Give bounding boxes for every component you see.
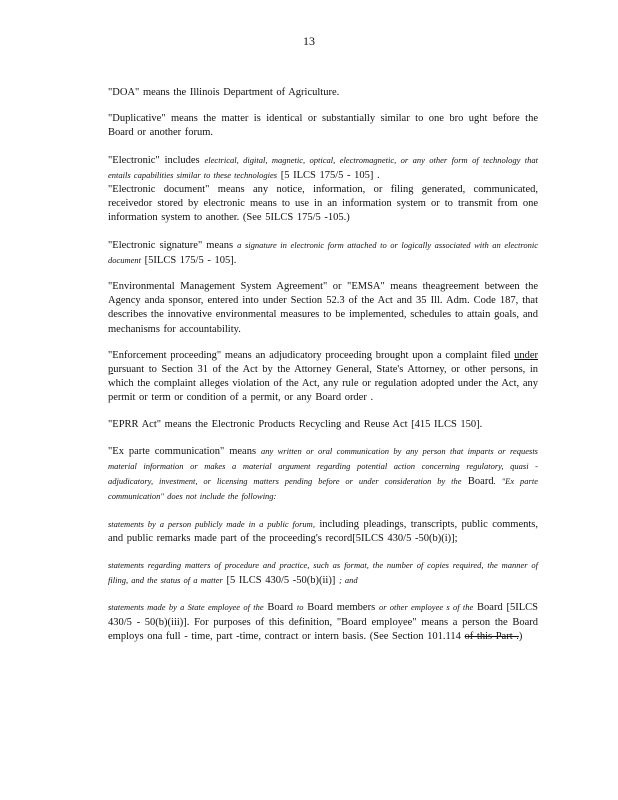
exclusion-employee-board2: Board members [303, 602, 379, 614]
exclusion-employee-tail: Board [5ILCS 430/5 - 50(b)(iii)]. For purposes of this definition, "Board employee" means a person the Board employs ona full - time, part -time, contract or intern basis. (See Section 101.114 [108, 602, 538, 642]
exclusion-procedure-statutory2: ; and [338, 575, 358, 586]
definition-emsa: "Environmental Management System Agreement" or "EMSA" means theagreement between the Agency anda sponsor, entered into under Section 52.3 of the Act and 35 Ill. Adm. Code 187, that describes the innovative environmental measures to be implemented, schedules to attain goals, and mechanisms for accountability. [108, 281, 538, 335]
definition-electronic-signature-lead: "Electronic signature" means [108, 239, 238, 251]
definition-electronic-citation: [5 ILCS 175/5 - 105] . [277, 169, 380, 181]
exclusion-employee-statutory-c: or other employee s of the [378, 602, 474, 613]
definition-ex-parte-board: Board [461, 476, 494, 488]
definition-electronic-statutory: electrical, digital, magnetic, optical, electromagnetic, or any other form of technology that entails capabilities similar to these technologies [108, 154, 538, 180]
definition-ex-parte [108, 444, 538, 505]
exclusion-employee-board1: Board [263, 602, 297, 614]
exclusion-procedure-statements [108, 558, 538, 588]
definition-electronic-document: "Electronic document" means any notice, information, or filing generated, communicated, receivedor stored by electronic means to use in an information system or to transmit from one information system to another. (See 5ILCS 175/5 -105.) [108, 184, 538, 224]
definition-electronic [108, 153, 538, 183]
definition-electronic-lead: "Electronic" includes [108, 154, 205, 166]
definition-electronic-signature [108, 238, 538, 268]
definition-ex-parte-lead: "Ex parte communication" means [108, 445, 261, 457]
definition-enforcement-underlined: under p [108, 349, 538, 376]
definition-ex-parte-statutory2: . "Ex parte communication" does not include the following: [108, 476, 538, 502]
definition-eprr-act: "EPRR Act" means the Electronic Products Recycling and Reuse Act [415 ILCS 150]. [108, 418, 483, 430]
page-number: 13 [303, 34, 315, 48]
exclusion-procedure-statutory: statements regarding matters of procedure and practice, such as format, the number of copies required, the manner of filing, and the status of a matter [108, 560, 538, 586]
definition-enforcement-part2: ursuant to Section 31 of the Act by the Attorney General, State's Attorney, or other persons, in which the complaint alleges violation of the Act, any rule or regulation adopted under the Act, any permit or term or condition of a permit, or any Board order . [108, 364, 538, 404]
definitions-list [108, 86, 538, 656]
exclusion-public-statutory: statements by a person publicly made in a public forum, [108, 518, 315, 529]
exclusion-procedure-citation: [5 ILCS 430/5 -50(b)(ii)] [222, 575, 339, 587]
definition-ex-parte-statutory: any written or oral communication by any person that imparts or requests material information or makes a material argument regarding potential action concerning regulatory, quasi -adjudicatory, investment, or licensing matters pending before or under consideration by the [108, 445, 538, 487]
exclusion-employee-statutory: statements made by a State employee of the [108, 602, 264, 613]
definition-electronic-signature-statutory: a signature in electronic form attached to or logically associated with an electronic document [108, 239, 538, 265]
exclusion-employee-statutory-b: to [296, 602, 304, 613]
exclusion-state-employee-statements [108, 600, 538, 644]
definition-enforcement-proceeding [108, 349, 538, 406]
definition-duplicative: "Duplicative" means the matter is identical or substantially similar to one bro ught before the Board or another forum. [108, 113, 538, 139]
exclusion-employee-close: ) [518, 630, 523, 642]
definition-doa: "DOA" means the Illinois Department of Agriculture. [108, 87, 340, 98]
exclusion-employee-struck: of this Part . [464, 630, 519, 642]
definition-electronic-signature-citation: [5ILCS 175/5 - 105]. [141, 254, 237, 266]
exclusion-public-tail: including pleadings, transcripts, public comments, and public remarks made part of the proceeding's record[5ILCS 430/5 -50(b)(i)]; [108, 518, 538, 544]
exclusion-public-statements [108, 517, 538, 546]
definition-enforcement-part1: "Enforcement proceeding" means an adjudicatory proceeding brought upon a complaint filed [108, 349, 515, 361]
